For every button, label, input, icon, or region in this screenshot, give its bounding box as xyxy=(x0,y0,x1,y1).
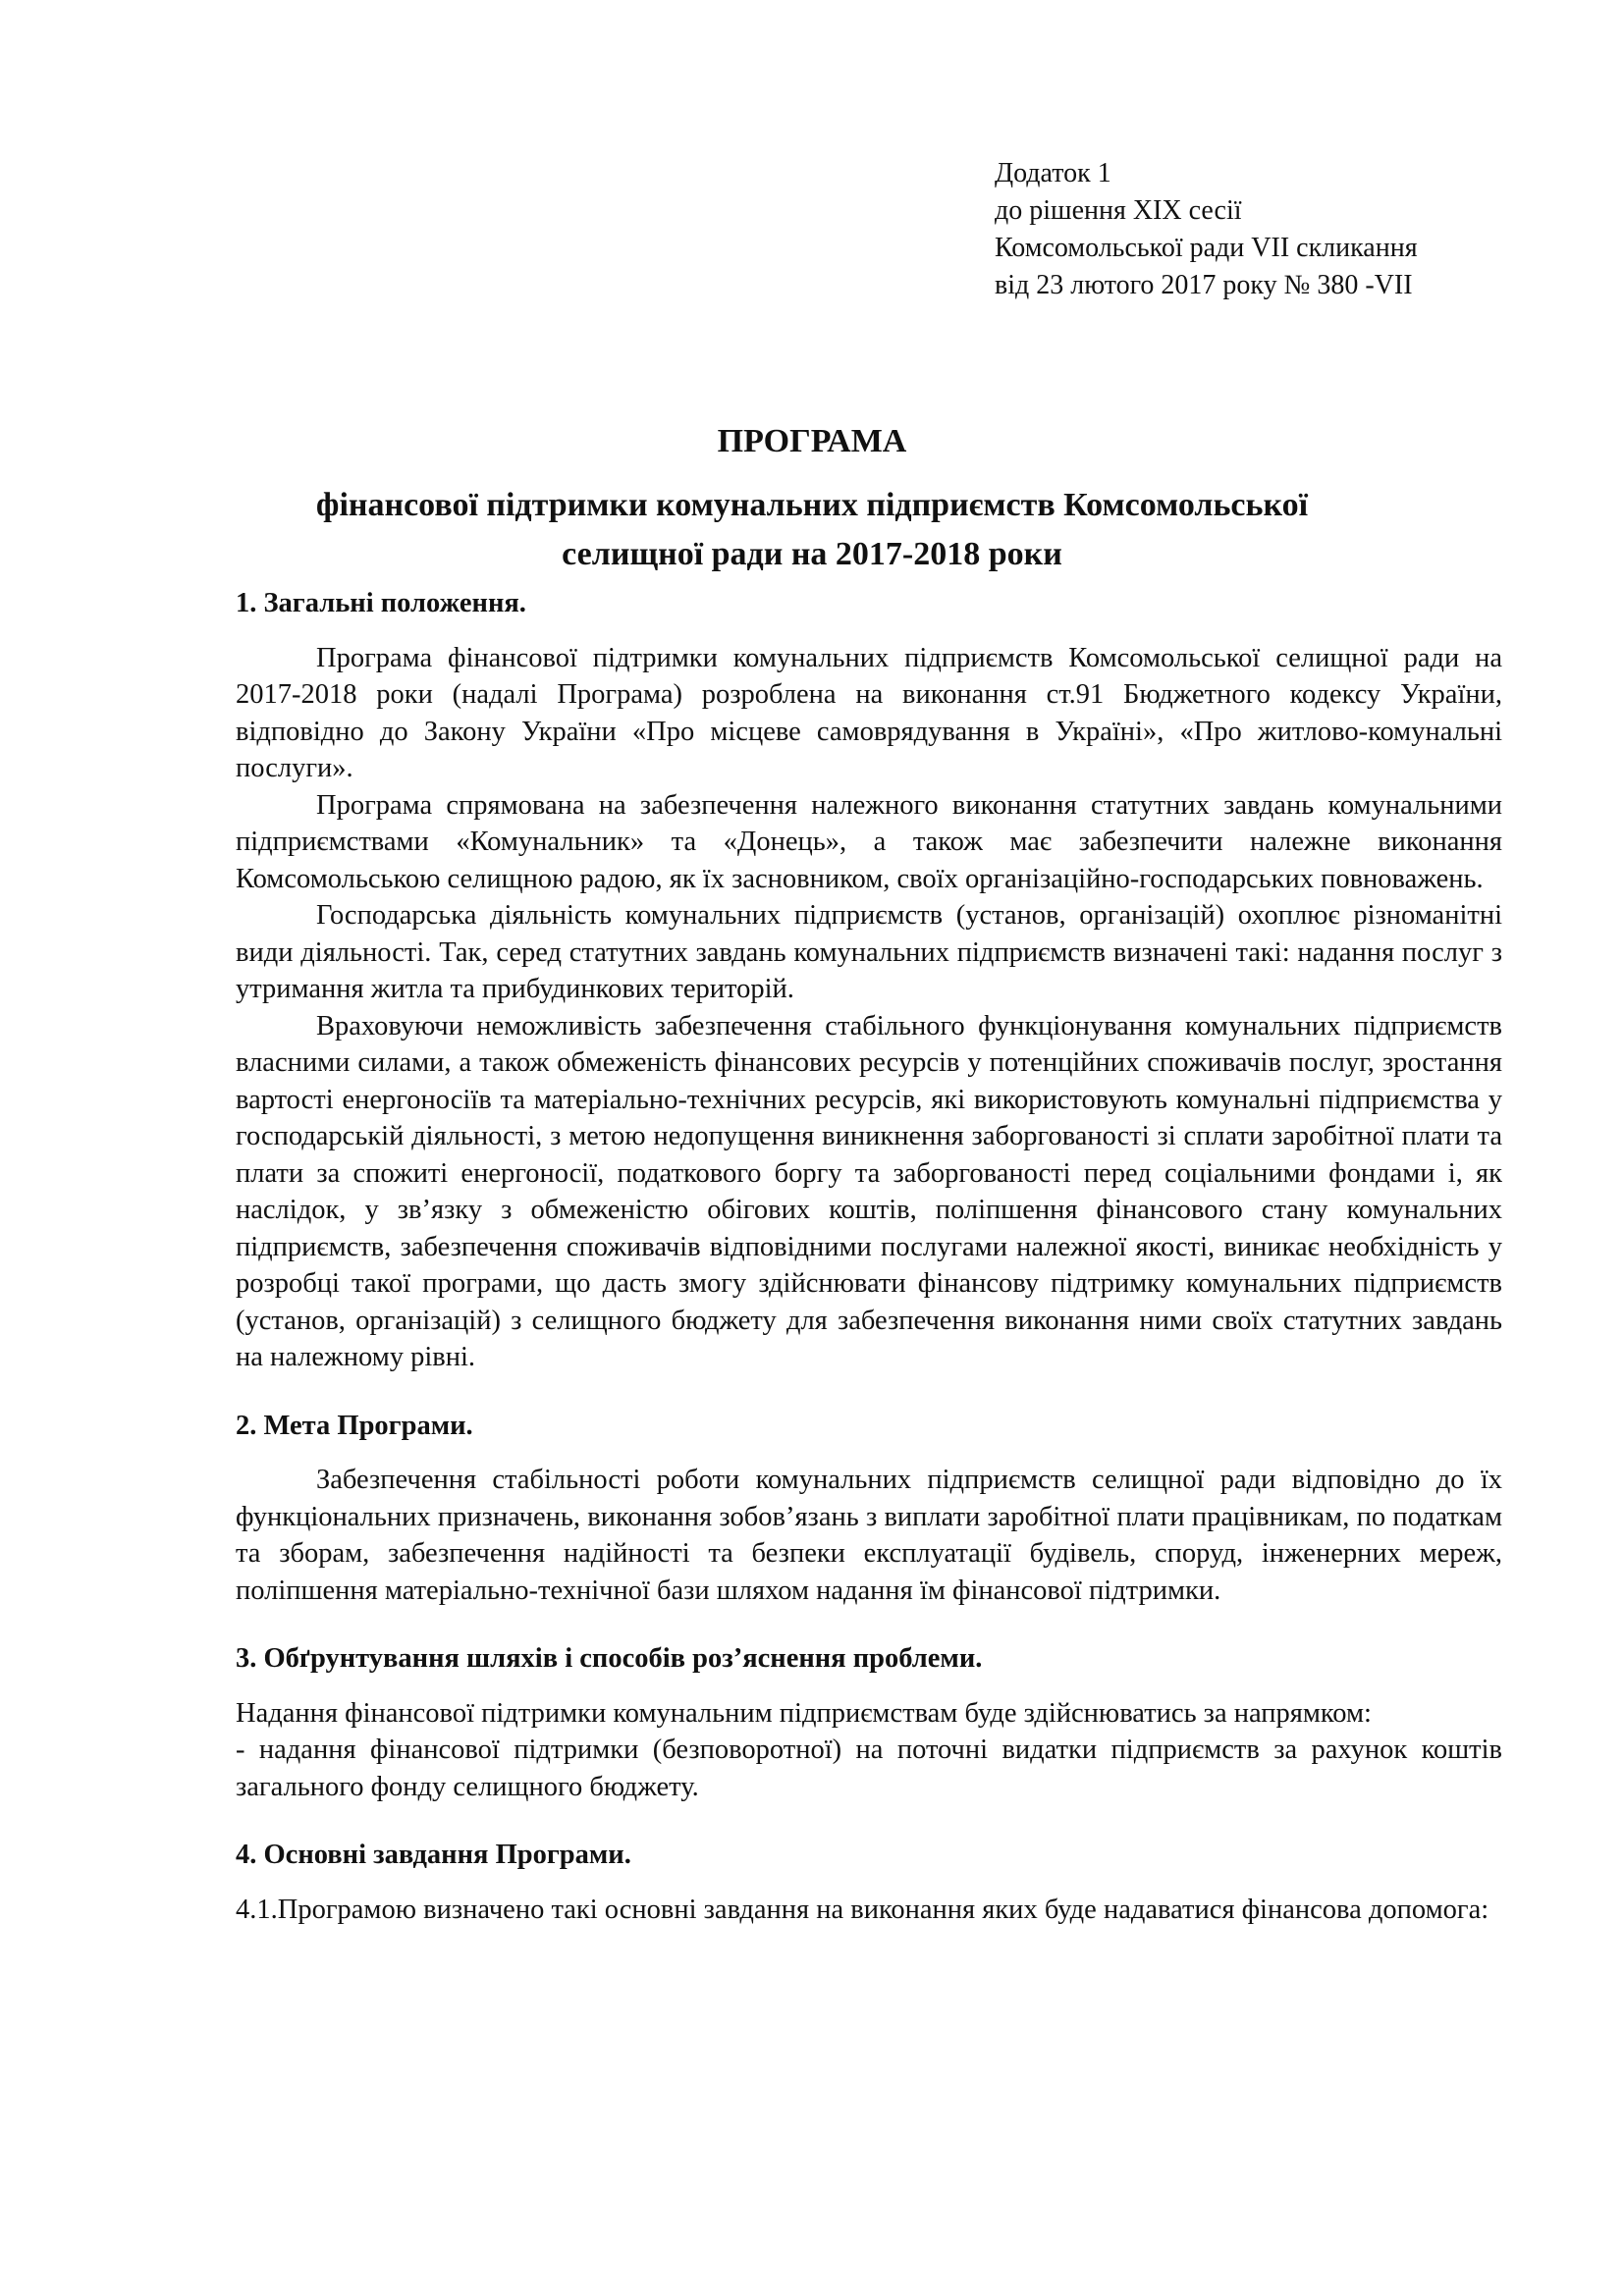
subtitle-line-2: селищної ради на 2017-2018 роки xyxy=(562,536,1062,572)
section-1-heading: 1. Загальні положення. xyxy=(236,588,526,618)
section-3-paragraph-2: - надання фінансової підтримки (безповоротної) на поточні видатки підприємств за рахунок коштів загального фонду селищного бюджету. xyxy=(236,1735,1502,1802)
subtitle-line-1: фінансової підтримки комунальних підприємств Комсомольської xyxy=(315,487,1309,523)
document-subtitle xyxy=(0,481,1624,579)
spacer xyxy=(236,1376,1502,1408)
annex-block xyxy=(995,155,1544,304)
section-1-paragraph-1: Програма фінансової підтримки комунальних підприємств Комсомольської селищної ради на 2017-2018 роки (надалі Програма) розроблена на виконання ст.91 Бюджетного кодексу України, відповідно до Закону України «Про місцеве самоврядування в Україні», «Про житлово-комунальні послуги». xyxy=(236,642,1502,783)
annex-line-3: Комсомольської ради VІІ скликання xyxy=(995,233,1418,263)
spacer xyxy=(236,1805,1502,1837)
section-4-heading: 4. Основні завдання Програми. xyxy=(236,1840,631,1870)
annex-line-2: до рішення ХІХ сесії xyxy=(995,195,1242,226)
section-4-paragraph-1: 4.1.Програмою визначено такі основні завдання на виконання яких буде надаватися фінансова допомога: xyxy=(236,1894,1489,1925)
section-3-heading: 3. Обґрунтування шляхів і способів роз’яснення проблеми. xyxy=(236,1643,983,1674)
section-1-paragraph-3: Господарська діяльність комунальних підприємств (установ, організацій) охоплює різноманітні види діяльності. Так, серед статутних завдань комунальних підприємств визначені такі: надання послуг з утримання житла та прибудинкових територій. xyxy=(236,900,1502,1004)
document-title: ПРОГРАМА xyxy=(717,423,907,459)
document-body xyxy=(236,585,1502,1928)
annex-line-1: Додаток 1 xyxy=(995,158,1111,188)
section-3-paragraph-1: Надання фінансової підтримки комунальним підприємствам буде здійснюватись за напрямком: xyxy=(236,1697,1372,1729)
section-2-heading: 2. Мета Програми. xyxy=(236,1410,473,1441)
section-1-paragraph-2: Програма спрямована на забезпечення належного виконання статутних завдань комунальними підприємствами «Комунальник» та «Донець», а також має забезпечити належне виконання Комсомольською селищною радою, як їх засновником, своїх організаційно-господарських повноважень. xyxy=(236,789,1502,894)
section-1-paragraph-4: Враховуючи неможливість забезпечення стабільного функціонування комунальних підприємств власними силами, а також обмеженість фінансових ресурсів у потенційних споживачів послуг, зростання вартості енергоносіїв та матеріально-технічних ресурсів, які використовують комунальні підприємства у господарській діяльності, з метою недопущення виникнення заборгованості зі сплати заробітної плати та плати за спожиті енергоносії, податкового боргу та заборгованості перед соціальними фондами і, як наслідок, у зв’язку з обмеженістю обігових коштів, поліпшення фінансового стану комунальних підприємств, забезпечення споживачів відповідними послугами належної якості, виникає необхідність у розробці такої програми, що дасть змогу здійснювати фінансову підтримку комунальних підприємств (установ, організацій) з селищного бюджету для забезпечення виконання ними своїх статутних завдань на належному рівні. xyxy=(236,1010,1502,1372)
section-2-paragraph-1: Забезпечення стабільності роботи комунальних підприємств селищної ради відповідно до їх функціональних призначень, виконання зобов’язань з виплати заробітної плати працівникам, по податкам та зборам, забезпечення надійності та безпеки експлуатації будівель, споруд, інженерних мереж, поліпшення матеріально-технічної бази шляхом надання їм фінансової підтримки. xyxy=(236,1465,1502,1606)
spacer xyxy=(236,1609,1502,1640)
annex-line-4: від 23 лютого 2017 року № 380 -VІІ xyxy=(995,270,1413,300)
